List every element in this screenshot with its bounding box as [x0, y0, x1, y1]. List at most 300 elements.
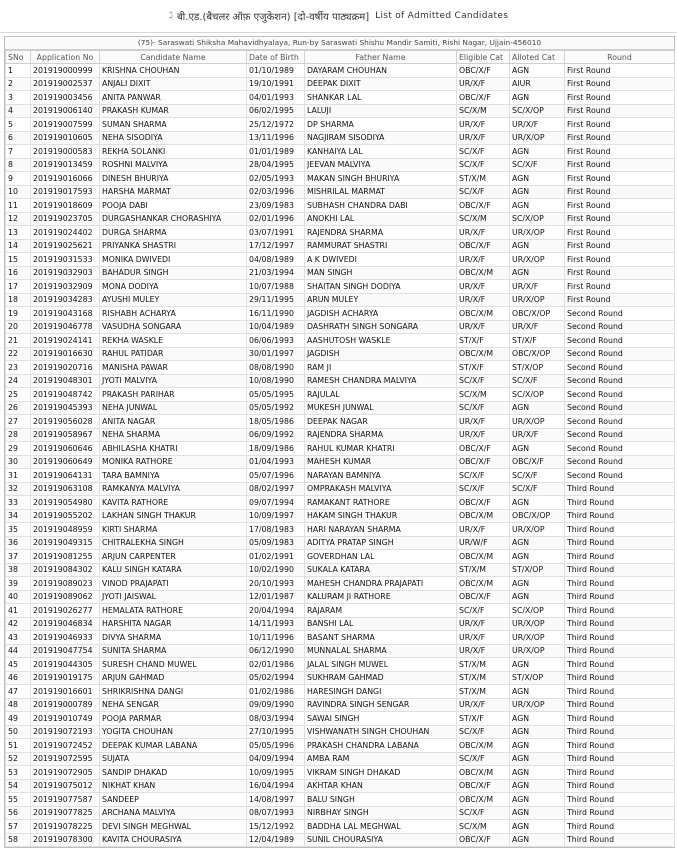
- dob-cell: 06/06/1993: [247, 334, 305, 348]
- father-name-cell: RAJENDRA SHARMA: [305, 226, 457, 240]
- sno-cell: 37: [6, 550, 31, 564]
- round-cell: Third Round: [565, 604, 675, 618]
- application-no-cell: 201919032903: [31, 266, 100, 280]
- application-no-cell: 201919023705: [31, 212, 100, 226]
- dob-cell: 05/07/1996: [247, 469, 305, 483]
- round-cell: Third Round: [565, 563, 675, 577]
- alloted-cat-cell: AGN: [510, 779, 565, 793]
- round-cell: Second Round: [565, 388, 675, 402]
- candidate-name-cell: REKHA SOLANKI: [100, 145, 247, 159]
- alloted-cat-cell: AGN: [510, 766, 565, 780]
- sno-cell: 54: [6, 779, 31, 793]
- alloted-cat-cell: SC/X/F: [510, 158, 565, 172]
- father-name-cell: GOVERDHAN LAL: [305, 550, 457, 564]
- candidate-name-cell: ABHILASHA KHATRI: [100, 442, 247, 456]
- alloted-cat-cell: ST/X/OP: [510, 671, 565, 685]
- alloted-cat-cell: UR/X/OP: [510, 698, 565, 712]
- round-cell: Second Round: [565, 307, 675, 321]
- round-cell: Second Round: [565, 469, 675, 483]
- round-cell: Third Round: [565, 496, 675, 510]
- father-name-cell: KANHAIYA LAL: [305, 145, 457, 159]
- dob-cell: 14/11/1993: [247, 617, 305, 631]
- father-name-cell: SHANKAR LAL: [305, 91, 457, 105]
- eligible-cat-cell: UR/X/F: [457, 617, 510, 631]
- round-cell: Third Round: [565, 671, 675, 685]
- dob-cell: 09/07/1994: [247, 496, 305, 510]
- candidate-name-cell: NEHA SHARMA: [100, 428, 247, 442]
- alloted-cat-cell: UR/X/F: [510, 280, 565, 294]
- candidate-name-cell: ANITA NAGAR: [100, 415, 247, 429]
- table-row: [6, 118, 675, 132]
- father-name-cell: SAWAI SINGH: [305, 712, 457, 726]
- eligible-cat-cell: OBC/X/F: [457, 779, 510, 793]
- application-no-cell: 201919000789: [31, 698, 100, 712]
- eligible-cat-cell: OBC/X/M: [457, 793, 510, 807]
- dob-cell: 10/09/1995: [247, 766, 305, 780]
- sno-cell: 52: [6, 752, 31, 766]
- application-no-cell: 201919089062: [31, 590, 100, 604]
- eligible-cat-cell: OBC/X/M: [457, 550, 510, 564]
- dob-cell: 18/09/1986: [247, 442, 305, 456]
- alloted-cat-cell: AGN: [510, 739, 565, 753]
- application-no-cell: 201919002537: [31, 77, 100, 91]
- alloted-cat-cell: AGN: [510, 793, 565, 807]
- eligible-cat-cell: SC/X/M: [457, 388, 510, 402]
- alloted-cat-cell: AGN: [510, 550, 565, 564]
- round-cell: Third Round: [565, 536, 675, 550]
- sno-cell: 34: [6, 509, 31, 523]
- table-row: [6, 739, 675, 753]
- candidate-name-cell: SURESH CHAND MUWEL: [100, 658, 247, 672]
- round-cell: Second Round: [565, 455, 675, 469]
- father-name-cell: KALURAM JI RATHORE: [305, 590, 457, 604]
- application-no-cell: 201919072193: [31, 725, 100, 739]
- eligible-cat-cell: ST/X/M: [457, 671, 510, 685]
- round-cell: Second Round: [565, 361, 675, 375]
- dob-cell: 10/02/1990: [247, 563, 305, 577]
- table-row: [6, 671, 675, 685]
- application-no-cell: 201919072452: [31, 739, 100, 753]
- candidate-name-cell: DEEPAK KUMAR LABANA: [100, 739, 247, 753]
- dob-cell: 05/02/1994: [247, 671, 305, 685]
- table-row: [6, 401, 675, 415]
- application-no-cell: 201919024402: [31, 226, 100, 240]
- table-row: [6, 185, 675, 199]
- table-row: [6, 482, 675, 496]
- eligible-cat-cell: SC/X/F: [457, 482, 510, 496]
- round-cell: Second Round: [565, 442, 675, 456]
- dob-cell: 05/05/1992: [247, 401, 305, 415]
- table-row: [6, 388, 675, 402]
- candidate-name-cell: RAMKANYA MALVIYA: [100, 482, 247, 496]
- father-name-cell: MAHESH KUMAR: [305, 455, 457, 469]
- round-cell: First Round: [565, 293, 675, 307]
- alloted-cat-cell: OBC/X/OP: [510, 307, 565, 321]
- table-row: [6, 752, 675, 766]
- sno-cell: 33: [6, 496, 31, 510]
- eligible-cat-cell: OBC/X/M: [457, 307, 510, 321]
- table-row: [6, 793, 675, 807]
- dob-cell: 10/07/1988: [247, 280, 305, 294]
- alloted-cat-cell: OBC/X/F: [510, 455, 565, 469]
- father-name-cell: AKHTAR KHAN: [305, 779, 457, 793]
- application-no-cell: 201919019175: [31, 671, 100, 685]
- candidate-name-cell: SUNITA SHARMA: [100, 644, 247, 658]
- eligible-cat-cell: UR/X/F: [457, 320, 510, 334]
- father-name-cell: RAJARAM: [305, 604, 457, 618]
- father-name-cell: RAM JI: [305, 361, 457, 375]
- dob-cell: 02/01/1986: [247, 658, 305, 672]
- eligible-cat-cell: SC/X/F: [457, 469, 510, 483]
- father-name-cell: RAMESH CHANDRA MALVIYA: [305, 374, 457, 388]
- sno-cell: 24: [6, 374, 31, 388]
- application-no-cell: 201919049315: [31, 536, 100, 550]
- alloted-cat-cell: ST/X/F: [510, 334, 565, 348]
- sno-cell: 19: [6, 307, 31, 321]
- sno-cell: 40: [6, 590, 31, 604]
- table-row: [6, 253, 675, 267]
- dob-cell: 05/05/1995: [247, 388, 305, 402]
- application-no-cell: 201919016066: [31, 172, 100, 186]
- dob-cell: 01/02/1986: [247, 685, 305, 699]
- father-name-cell: NIRBHAY SINGH: [305, 806, 457, 820]
- alloted-cat-cell: SC/X/OP: [510, 604, 565, 618]
- table-row: [6, 172, 675, 186]
- eligible-cat-cell: UR/X/F: [457, 644, 510, 658]
- eligible-cat-cell: UR/X/F: [457, 428, 510, 442]
- table-row: [6, 266, 675, 280]
- candidate-name-cell: MONA DODIYA: [100, 280, 247, 294]
- application-no-cell: 201919089023: [31, 577, 100, 591]
- table-row: [6, 91, 675, 105]
- application-no-cell: 201919031533: [31, 253, 100, 267]
- sno-cell: 14: [6, 239, 31, 253]
- table-header-row: [6, 51, 675, 64]
- dob-cell: 04/08/1989: [247, 253, 305, 267]
- sno-cell: 58: [6, 833, 31, 847]
- candidate-name-cell: NEHA SENGAR: [100, 698, 247, 712]
- eligible-cat-cell: ST/X/M: [457, 563, 510, 577]
- application-no-cell: 201919078300: [31, 833, 100, 847]
- alloted-cat-cell: ST/X/OP: [510, 563, 565, 577]
- dob-cell: 17/12/1997: [247, 239, 305, 253]
- dob-cell: 15/12/1992: [247, 820, 305, 834]
- sno-cell: 50: [6, 725, 31, 739]
- round-cell: First Round: [565, 77, 675, 91]
- col-header-candidate-name: Candidate Name: [100, 51, 247, 64]
- candidate-name-cell: JYOTI MALVIYA: [100, 374, 247, 388]
- round-cell: Third Round: [565, 739, 675, 753]
- table-row: [6, 77, 675, 91]
- dob-cell: 29/11/1995: [247, 293, 305, 307]
- application-no-cell: 201919060649: [31, 455, 100, 469]
- father-name-cell: NAGJIRAM SISODIYA: [305, 131, 457, 145]
- alloted-cat-cell: AGN: [510, 806, 565, 820]
- father-name-cell: RAJULAL: [305, 388, 457, 402]
- table-row: [6, 131, 675, 145]
- alloted-cat-cell: AIUR: [510, 77, 565, 91]
- father-name-cell: OMPRAKASH MALVIYA: [305, 482, 457, 496]
- dob-cell: 12/04/1989: [247, 833, 305, 847]
- dob-cell: 01/01/1989: [247, 145, 305, 159]
- alloted-cat-cell: UR/X/OP: [510, 617, 565, 631]
- eligible-cat-cell: OBC/X/F: [457, 455, 510, 469]
- dob-cell: 02/05/1993: [247, 172, 305, 186]
- father-name-cell: RAJENDRA SHARMA: [305, 428, 457, 442]
- candidate-name-cell: SUMAN SHARMA: [100, 118, 247, 132]
- table-row: [6, 334, 675, 348]
- table-row: [6, 766, 675, 780]
- sno-cell: 15: [6, 253, 31, 267]
- alloted-cat-cell: AGN: [510, 752, 565, 766]
- table-row: [6, 725, 675, 739]
- application-no-cell: 201919006140: [31, 104, 100, 118]
- application-no-cell: 201919003456: [31, 91, 100, 105]
- dob-cell: 06/12/1990: [247, 644, 305, 658]
- father-name-cell: BALU SINGH: [305, 793, 457, 807]
- table-row: [6, 374, 675, 388]
- application-no-cell: 201919025621: [31, 239, 100, 253]
- round-cell: Third Round: [565, 658, 675, 672]
- eligible-cat-cell: SC/X/M: [457, 820, 510, 834]
- alloted-cat-cell: SC/X/OP: [510, 388, 565, 402]
- eligible-cat-cell: OBC/X/F: [457, 91, 510, 105]
- alloted-cat-cell: AGN: [510, 712, 565, 726]
- table-row: [6, 536, 675, 550]
- father-name-cell: DASHRATH SINGH SONGARA: [305, 320, 457, 334]
- candidate-name-cell: DEVI SINGH MEGHWAL: [100, 820, 247, 834]
- eligible-cat-cell: SC/X/F: [457, 604, 510, 618]
- candidate-name-cell: PRAKASH KUMAR: [100, 104, 247, 118]
- round-cell: First Round: [565, 118, 675, 132]
- father-name-cell: VISHWANATH SINGH CHOUHAN: [305, 725, 457, 739]
- candidate-name-cell: SANDIP DHAKAD: [100, 766, 247, 780]
- alloted-cat-cell: AGN: [510, 401, 565, 415]
- eligible-cat-cell: OBC/X/M: [457, 577, 510, 591]
- alloted-cat-cell: ST/X/OP: [510, 361, 565, 375]
- alloted-cat-cell: UR/X/OP: [510, 293, 565, 307]
- father-name-cell: RAMMURAT SHASTRI: [305, 239, 457, 253]
- candidate-name-cell: POOJA PARMAR: [100, 712, 247, 726]
- table-row: [6, 320, 675, 334]
- round-cell: First Round: [565, 239, 675, 253]
- application-no-cell: 201919056028: [31, 415, 100, 429]
- sno-cell: 12: [6, 212, 31, 226]
- candidate-name-cell: BAHADUR SINGH: [100, 266, 247, 280]
- round-cell: Second Round: [565, 415, 675, 429]
- table-row: [6, 631, 675, 645]
- alloted-cat-cell: UR/X/F: [510, 118, 565, 132]
- candidate-name-cell: KAVITA CHOURASIYA: [100, 833, 247, 847]
- father-name-cell: JALAL SINGH MUWEL: [305, 658, 457, 672]
- eligible-cat-cell: UR/W/F: [457, 536, 510, 550]
- candidate-name-cell: KAVITA RATHORE: [100, 496, 247, 510]
- father-name-cell: SUBHASH CHANDRA DABI: [305, 199, 457, 213]
- col-header-eligible-cat: Eligible Cat: [457, 51, 510, 64]
- round-cell: Second Round: [565, 374, 675, 388]
- alloted-cat-cell: AGN: [510, 199, 565, 213]
- father-name-cell: VIKRAM SINGH DHAKAD: [305, 766, 457, 780]
- eligible-cat-cell: OBC/X/F: [457, 833, 510, 847]
- candidate-name-cell: AYUSHI MULEY: [100, 293, 247, 307]
- table-row: [6, 239, 675, 253]
- table-row: [6, 577, 675, 591]
- dob-cell: 18/05/1986: [247, 415, 305, 429]
- alloted-cat-cell: AGN: [510, 536, 565, 550]
- candidate-name-cell: ROSHNI MALVIYA: [100, 158, 247, 172]
- round-cell: Third Round: [565, 793, 675, 807]
- table-row: [6, 307, 675, 321]
- dob-cell: 08/07/1993: [247, 806, 305, 820]
- candidate-name-cell: RISHABH ACHARYA: [100, 307, 247, 321]
- application-no-cell: 201919084302: [31, 563, 100, 577]
- eligible-cat-cell: OBC/X/M: [457, 739, 510, 753]
- dob-cell: 04/09/1994: [247, 752, 305, 766]
- sno-cell: 9: [6, 172, 31, 186]
- candidate-name-cell: NEHA SISODIYA: [100, 131, 247, 145]
- application-no-cell: 201919046778: [31, 320, 100, 334]
- dob-cell: 08/02/1997: [247, 482, 305, 496]
- dob-cell: 06/02/1995: [247, 104, 305, 118]
- eligible-cat-cell: SC/X/F: [457, 145, 510, 159]
- table-row: [6, 685, 675, 699]
- father-name-cell: SHAITAN SINGH DODIYA: [305, 280, 457, 294]
- application-no-cell: 201919072905: [31, 766, 100, 780]
- candidate-name-cell: PRAKASH PARIHAR: [100, 388, 247, 402]
- eligible-cat-cell: SC/X/F: [457, 185, 510, 199]
- col-header-date-of-birth: Date of Birth: [247, 51, 305, 64]
- candidate-name-cell: ANITA PANWAR: [100, 91, 247, 105]
- list-subtitle: List of Admitted Candidates: [375, 11, 509, 21]
- candidate-name-cell: KALU SINGH KATARA: [100, 563, 247, 577]
- application-no-cell: 201919032909: [31, 280, 100, 294]
- alloted-cat-cell: SC/X/F: [510, 482, 565, 496]
- sno-cell: 35: [6, 523, 31, 537]
- table-row: [6, 280, 675, 294]
- col-header-sno: SNo: [6, 51, 31, 64]
- sno-cell: 8: [6, 158, 31, 172]
- father-name-cell: BANSHI LAL: [305, 617, 457, 631]
- dob-cell: 14/08/1997: [247, 793, 305, 807]
- father-name-cell: HAKAM SINGH THAKUR: [305, 509, 457, 523]
- candidate-name-cell: TARA BAMNIYA: [100, 469, 247, 483]
- eligible-cat-cell: SC/X/M: [457, 212, 510, 226]
- eligible-cat-cell: ST/X/F: [457, 361, 510, 375]
- application-no-cell: 201919075012: [31, 779, 100, 793]
- candidate-name-cell: DIVYA SHARMA: [100, 631, 247, 645]
- table-row: [6, 104, 675, 118]
- candidate-name-cell: DURGA SHARMA: [100, 226, 247, 240]
- candidate-name-cell: VINOD PRAJAPATI: [100, 577, 247, 591]
- sno-cell: 31: [6, 469, 31, 483]
- sno-cell: 47: [6, 685, 31, 699]
- application-no-cell: 201919016630: [31, 347, 100, 361]
- candidate-name-cell: DINESH BHURIYA: [100, 172, 247, 186]
- candidate-name-cell: REKHA WASKLE: [100, 334, 247, 348]
- table-row: [6, 199, 675, 213]
- table-row: [6, 442, 675, 456]
- eligible-cat-cell: OBC/X/M: [457, 266, 510, 280]
- father-name-cell: ADITYA PRATAP SINGH: [305, 536, 457, 550]
- eligible-cat-cell: OBC/X/F: [457, 64, 510, 78]
- dob-cell: 01/10/1989: [247, 64, 305, 78]
- application-no-cell: 201919034283: [31, 293, 100, 307]
- application-no-cell: 201919048742: [31, 388, 100, 402]
- eligible-cat-cell: OBC/X/M: [457, 509, 510, 523]
- round-cell: Third Round: [565, 590, 675, 604]
- sno-cell: 53: [6, 766, 31, 780]
- sno-cell: 17: [6, 280, 31, 294]
- sno-cell: 56: [6, 806, 31, 820]
- eligible-cat-cell: ST/X/M: [457, 172, 510, 186]
- application-no-cell: 201919046834: [31, 617, 100, 631]
- application-no-cell: 201919048301: [31, 374, 100, 388]
- sno-cell: 48: [6, 698, 31, 712]
- candidate-name-cell: POOJA DABI: [100, 199, 247, 213]
- sno-cell: 43: [6, 631, 31, 645]
- dob-cell: 13/11/1996: [247, 131, 305, 145]
- father-name-cell: SUNIL CHOURASIYA: [305, 833, 457, 847]
- candidate-name-cell: LAKHAN SINGH THAKUR: [100, 509, 247, 523]
- alloted-cat-cell: AGN: [510, 91, 565, 105]
- alloted-cat-cell: AGN: [510, 172, 565, 186]
- eligible-cat-cell: UR/X/F: [457, 523, 510, 537]
- table-row: [6, 469, 675, 483]
- dob-cell: 19/10/1991: [247, 77, 305, 91]
- father-name-cell: DP SHARMA: [305, 118, 457, 132]
- dob-cell: 06/09/1992: [247, 428, 305, 442]
- father-name-cell: A K DWIVEDI: [305, 253, 457, 267]
- father-name-cell: DEEPAK NAGAR: [305, 415, 457, 429]
- eligible-cat-cell: UR/X/F: [457, 253, 510, 267]
- table-row: [6, 833, 675, 847]
- table-row: [6, 415, 675, 429]
- application-no-cell: 201919018609: [31, 199, 100, 213]
- candidate-name-cell: SHRIKRISHNA DANGI: [100, 685, 247, 699]
- eligible-cat-cell: ST/X/M: [457, 685, 510, 699]
- sno-cell: 10: [6, 185, 31, 199]
- eligible-cat-cell: ST/X/F: [457, 334, 510, 348]
- table-row: [6, 658, 675, 672]
- candidate-name-cell: DURGASHANKAR CHORASHIYA: [100, 212, 247, 226]
- application-no-cell: 201919000999: [31, 64, 100, 78]
- sno-cell: 28: [6, 428, 31, 442]
- round-cell: Third Round: [565, 644, 675, 658]
- dob-cell: 27/10/1995: [247, 725, 305, 739]
- table-row: [6, 590, 675, 604]
- eligible-cat-cell: UR/X/F: [457, 77, 510, 91]
- father-name-cell: DEEPAK DIXIT: [305, 77, 457, 91]
- dob-cell: 12/01/1987: [247, 590, 305, 604]
- alloted-cat-cell: AGN: [510, 496, 565, 510]
- application-no-cell: 201919063108: [31, 482, 100, 496]
- sno-cell: 11: [6, 199, 31, 213]
- eligible-cat-cell: SC/X/F: [457, 725, 510, 739]
- alloted-cat-cell: UR/X/F: [510, 320, 565, 334]
- candidate-name-cell: KIRTI SHARMA: [100, 523, 247, 537]
- alloted-cat-cell: AGN: [510, 577, 565, 591]
- sno-cell: 36: [6, 536, 31, 550]
- alloted-cat-cell: AGN: [510, 590, 565, 604]
- round-cell: Third Round: [565, 833, 675, 847]
- eligible-cat-cell: OBC/X/F: [457, 239, 510, 253]
- father-name-cell: BADDHA LAL MEGHWAL: [305, 820, 457, 834]
- candidate-name-cell: SUJATA: [100, 752, 247, 766]
- father-name-cell: MUKESH JUNWAL: [305, 401, 457, 415]
- table-row: [6, 226, 675, 240]
- dob-cell: 02/03/1996: [247, 185, 305, 199]
- sno-cell: 22: [6, 347, 31, 361]
